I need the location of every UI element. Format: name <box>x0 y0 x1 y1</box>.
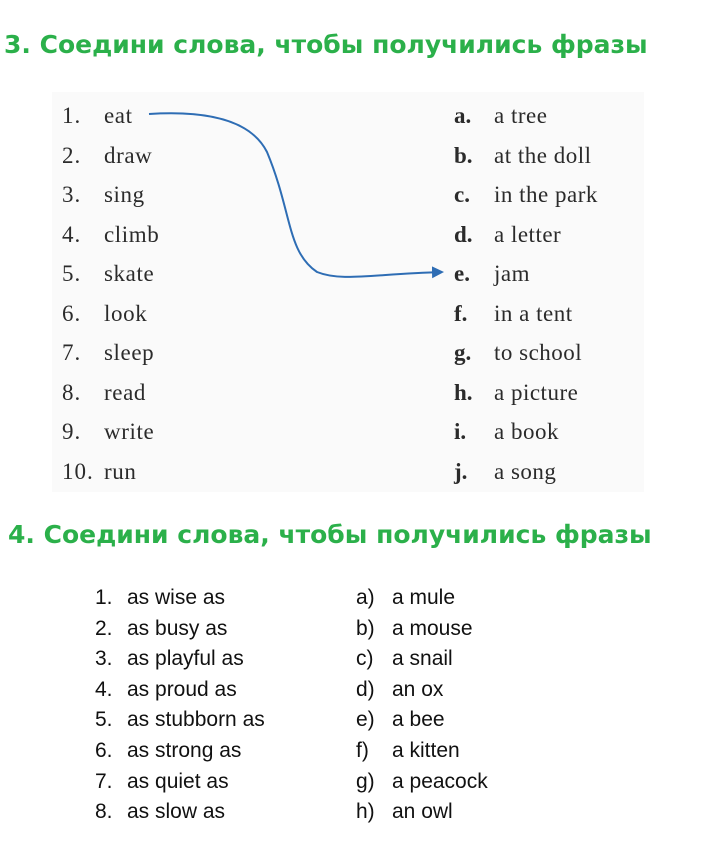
matching-row <box>52 99 644 135</box>
matching-row <box>52 139 644 175</box>
comparison-row <box>0 768 488 798</box>
option-letter: f. <box>454 300 468 326</box>
option-letter: a. <box>454 103 472 128</box>
option-letter: b. <box>454 142 473 168</box>
comparison-row <box>0 706 480 736</box>
matching-row <box>52 336 644 372</box>
comparison-row <box>0 798 480 828</box>
verb-word: write <box>104 419 155 444</box>
option-phrase: a picture <box>494 379 579 405</box>
option-letter: c) <box>356 647 374 671</box>
matching-row <box>52 218 644 254</box>
matching-row <box>52 455 644 491</box>
matching-row <box>52 297 644 333</box>
matching-row <box>52 376 644 412</box>
comparison-phrase: as wise as <box>127 586 226 609</box>
verb-word: eat <box>104 103 133 128</box>
comparison-phrase: as busy as <box>127 616 228 640</box>
option-letter: d) <box>356 677 375 701</box>
option-letter: f) <box>356 739 369 762</box>
exercise-3-panel <box>52 92 644 492</box>
animal-phrase: a mouse <box>392 616 473 640</box>
comparison-row <box>0 737 480 767</box>
item-number: 7. <box>62 340 82 365</box>
item-number: 3. <box>95 647 113 671</box>
comparison-row <box>0 615 480 645</box>
item-number: 7. <box>95 769 113 793</box>
option-phrase: a book <box>494 419 559 444</box>
comparison-row <box>0 584 480 614</box>
item-number: 4. <box>95 677 113 701</box>
option-letter: h) <box>356 800 375 824</box>
comparison-phrase: as playful as <box>127 647 244 671</box>
option-phrase: a song <box>494 458 557 484</box>
option-letter: b) <box>356 616 375 640</box>
animal-phrase: a mule <box>392 586 456 609</box>
verb-word: look <box>104 300 148 326</box>
verb-word: climb <box>104 221 160 247</box>
item-number: 1. <box>95 586 113 609</box>
verb-word: skate <box>104 261 155 286</box>
item-number: 9. <box>62 419 82 444</box>
option-letter: g) <box>356 769 375 793</box>
item-number: 6. <box>62 300 82 326</box>
option-phrase: to school <box>494 340 583 365</box>
comparison-row <box>0 676 480 706</box>
option-letter: e. <box>454 261 470 286</box>
matching-row <box>52 178 644 214</box>
comparison-phrase: as proud as <box>127 677 237 701</box>
comparison-phrase: as slow as <box>127 800 226 824</box>
item-number: 3. <box>62 182 82 207</box>
verb-word: run <box>104 458 137 484</box>
option-phrase: in a tent <box>494 300 573 326</box>
verb-word: sleep <box>104 340 155 365</box>
verb-word: sing <box>104 182 145 207</box>
item-number: 5. <box>95 708 113 732</box>
comparison-phrase: as strong as <box>127 739 242 762</box>
option-phrase: in the park <box>494 182 598 207</box>
comparison-phrase: as stubborn as <box>127 708 265 732</box>
option-letter: c. <box>454 182 470 207</box>
item-number: 8. <box>95 800 113 824</box>
option-letter: e) <box>356 708 375 732</box>
item-number: 1. <box>62 103 82 128</box>
exercise-4-heading: 4. Соедини слова, чтобы получились фразы <box>8 520 652 549</box>
option-phrase: a letter <box>494 221 562 247</box>
comparison-row <box>0 645 480 675</box>
item-number: 5. <box>62 261 82 286</box>
option-phrase: a tree <box>494 103 548 128</box>
animal-phrase: a bee <box>392 708 445 732</box>
animal-phrase: a kitten <box>392 739 460 762</box>
matching-row <box>52 415 644 451</box>
item-number: 10. <box>62 458 94 484</box>
option-letter: a) <box>356 586 375 609</box>
option-letter: j. <box>454 458 468 484</box>
exercise-3-heading: 3. Соедини слова, чтобы получились фразы <box>4 30 648 59</box>
animal-phrase: an owl <box>392 800 453 824</box>
option-letter: d. <box>454 221 473 247</box>
option-phrase: jam <box>494 261 530 286</box>
item-number: 6. <box>95 739 113 762</box>
item-number: 8. <box>62 379 82 405</box>
item-number: 2. <box>95 616 113 640</box>
item-number: 2. <box>62 142 82 168</box>
verb-word: read <box>104 379 146 405</box>
option-letter: g. <box>454 340 472 365</box>
animal-phrase: a snail <box>392 647 453 671</box>
item-number: 4. <box>62 221 82 247</box>
matching-row <box>52 257 644 293</box>
option-phrase: at the doll <box>494 142 592 168</box>
option-letter: i. <box>454 419 467 444</box>
comparison-phrase: as quiet as <box>127 769 229 793</box>
animal-phrase: a peacock <box>392 769 488 793</box>
animal-phrase: an ox <box>392 677 444 701</box>
option-letter: h. <box>454 379 473 405</box>
verb-word: draw <box>104 142 153 168</box>
